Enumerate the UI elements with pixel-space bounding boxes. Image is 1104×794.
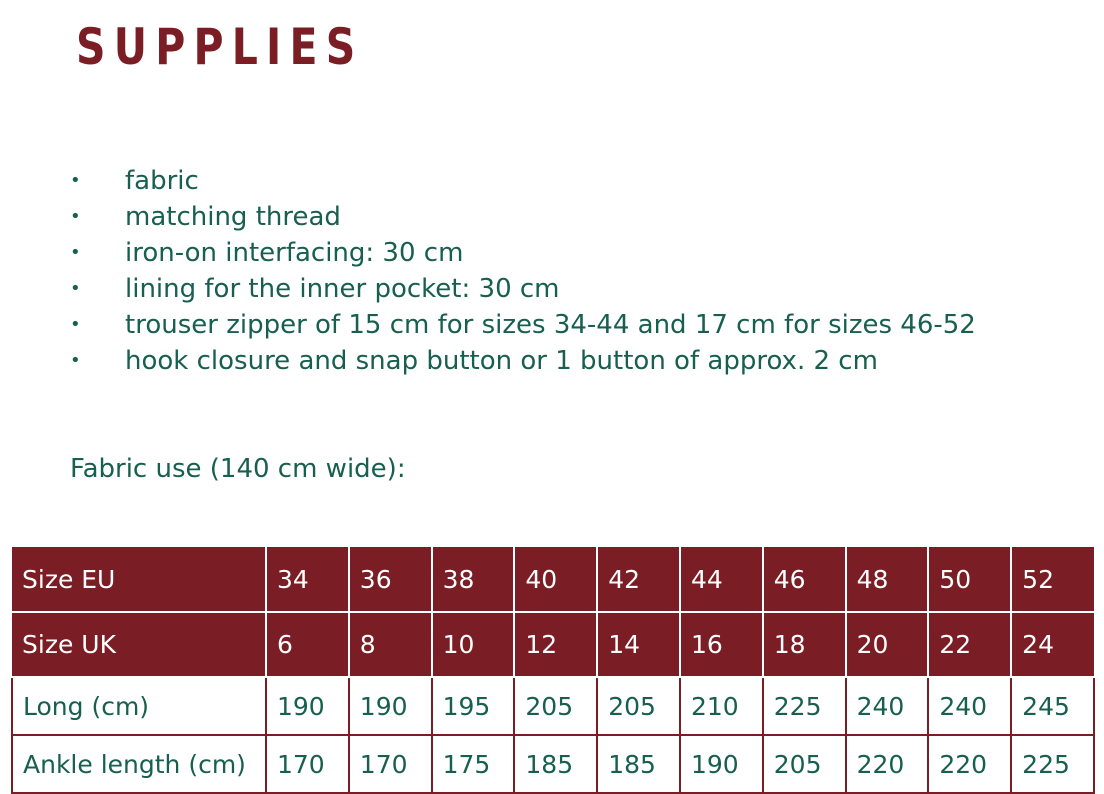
table-cell: 220	[928, 735, 1011, 793]
supply-item-label: trouser zipper of 15 cm for sizes 34-44 and 17 cm for sizes 46-52	[125, 310, 976, 340]
table-cell: 240	[928, 677, 1011, 735]
table-cell: 175	[432, 735, 515, 793]
list-item	[70, 235, 976, 271]
table-cell: 50	[928, 547, 1011, 612]
table-cell: 225	[763, 677, 846, 735]
table-row-long	[12, 677, 1094, 735]
table-cell: 6	[266, 612, 349, 677]
table-cell: 210	[680, 677, 763, 735]
table-cell: 48	[846, 547, 929, 612]
list-item	[70, 307, 976, 343]
bullet-icon: •	[70, 350, 81, 371]
supply-item-label: fabric	[125, 166, 199, 196]
table-cell: 42	[597, 547, 680, 612]
bullet-icon: •	[70, 206, 81, 227]
table-cell: 205	[597, 677, 680, 735]
table-cell: 38	[432, 547, 515, 612]
fabric-use-heading: Fabric use (140 cm wide):	[70, 454, 406, 484]
table-cell: 195	[432, 677, 515, 735]
table-cell: 40	[514, 547, 597, 612]
table-cell: 16	[680, 612, 763, 677]
supply-item-label: hook closure and snap button or 1 button of approx. 2 cm	[125, 346, 878, 376]
table-cell: 170	[266, 735, 349, 793]
table-cell: 24	[1011, 612, 1094, 677]
table-cell: 190	[349, 677, 432, 735]
list-item	[70, 163, 976, 199]
bullet-icon: •	[70, 278, 81, 299]
bullet-icon: •	[70, 170, 81, 191]
table-cell: 12	[514, 612, 597, 677]
table-cell: 205	[763, 735, 846, 793]
bullet-icon: •	[70, 314, 81, 335]
table-cell: 240	[846, 677, 929, 735]
table-cell: 52	[1011, 547, 1094, 612]
bullet-icon: •	[70, 242, 81, 263]
table-cell: 44	[680, 547, 763, 612]
table-cell: 22	[928, 612, 1011, 677]
table-cell: 36	[349, 547, 432, 612]
supply-item-label: matching thread	[125, 202, 341, 232]
table-cell: 46	[763, 547, 846, 612]
table-row-size-eu	[12, 547, 1094, 612]
row-header: Ankle length (cm)	[12, 735, 266, 793]
table-cell: 8	[349, 612, 432, 677]
supply-item-label: iron-on interfacing: 30 cm	[125, 238, 464, 268]
supply-item-label: lining for the inner pocket: 30 cm	[125, 274, 560, 304]
row-header: Long (cm)	[12, 677, 266, 735]
table-cell: 185	[597, 735, 680, 793]
table-cell: 14	[597, 612, 680, 677]
table-row-size-uk	[12, 612, 1094, 677]
table-cell: 170	[349, 735, 432, 793]
list-item	[70, 271, 976, 307]
table-cell: 10	[432, 612, 515, 677]
table-cell: 190	[266, 677, 349, 735]
table-cell: 34	[266, 547, 349, 612]
table-cell: 220	[846, 735, 929, 793]
list-item	[70, 343, 976, 379]
table-row-ankle-length	[12, 735, 1094, 793]
table-cell: 245	[1011, 677, 1094, 735]
table-cell: 205	[514, 677, 597, 735]
row-header: Size EU	[12, 547, 266, 612]
supplies-list	[70, 163, 976, 379]
table-cell: 225	[1011, 735, 1094, 793]
table-cell: 20	[846, 612, 929, 677]
fabric-use-table	[11, 547, 1095, 794]
list-item	[70, 199, 976, 235]
table-cell: 18	[763, 612, 846, 677]
table-cell: 190	[680, 735, 763, 793]
page-title: SUPPLIES	[76, 18, 364, 76]
row-header: Size UK	[12, 612, 266, 677]
table-cell: 185	[514, 735, 597, 793]
